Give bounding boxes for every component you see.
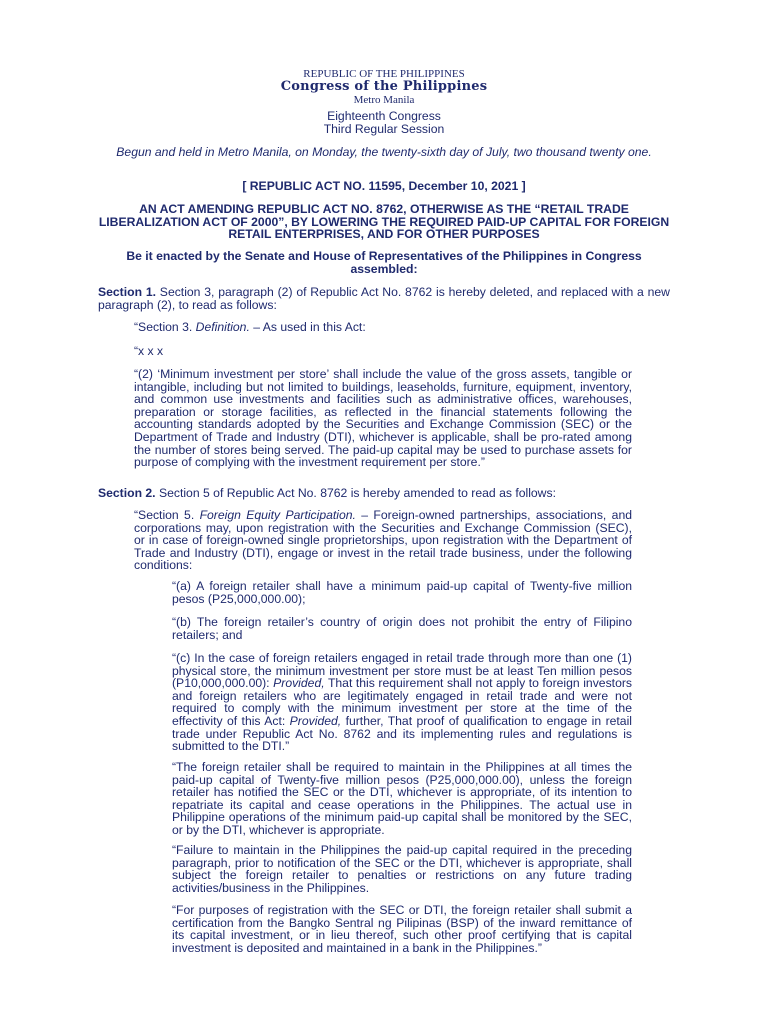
section-1-label: Section 1. xyxy=(98,285,156,299)
enacting-clause: Be it enacted by the Senate and House of Representatives of the Philippines in Congress assembled: xyxy=(126,249,642,276)
section-1-text: Section 3, paragraph (2) of Republic Act No. 8762 is hereby deleted, and replaced with a new paragraph (2), to read as follows: xyxy=(98,285,670,312)
minimum-investment-definition: “(2) ‘Minimum investment per store’ shall include the value of the gross assets, tangible or intangible, including but not limited to buildings, leaseholds, furniture, equipment, inventory, and common use investments and facilities such as administrative offices, warehouses, preparation or storage facilities, as reflected in the financial statements following the accounting standards adopted by the Securities and Exchange Commission (SEC) or the Department of Trade and Industry (DTI), whichever is applicable, shall be pro-rated among the number of stores being served. The paid-up capital may be used to purchase assets for purpose of complying with the investment requirement per store.” xyxy=(134,367,632,470)
section-5-start: “Section 5. xyxy=(134,508,200,522)
condition-c-part-2: That this requirement shall not apply to foreign investors and foreign retailers who are legitimately engaged in retail trade and were not required to comply with the minimum investment per store at the time of the effectivity of this Act: xyxy=(172,676,632,728)
congress-header: Congress of the Philippines xyxy=(280,79,488,94)
provided-term-2: Provided, xyxy=(289,713,342,728)
congress-number: Eighteenth Congress xyxy=(327,109,441,123)
begun-clause: Begun and held in Metro Manila, on Monday, the twenty-sixth day of July, two thousand twenty one. xyxy=(116,145,652,159)
foreign-equity-intro xyxy=(134,509,632,572)
section-3-intro-start: “Section 3. xyxy=(134,320,196,334)
definition-term: Definition. xyxy=(195,320,250,334)
section-2-text: Section 5 of Republic Act No. 8762 is hereby amended to read as follows: xyxy=(155,486,556,500)
section-2-label: Section 2. xyxy=(98,486,156,500)
republic-header: REPUBLIC OF THE PHILIPPINES xyxy=(303,68,465,80)
act-number: [ REPUBLIC ACT NO. 11595, December 10, 2021 ] xyxy=(242,179,526,193)
maintain-capital-paragraph: “The foreign retailer shall be required to maintain in the Philippines at all times the paid-up capital of Twenty-five million pesos (P25,000,000.00), unless the foreign retailer has notified the SEC or the DTI, whichever is appropriate, of its intention to repatriate its capital and cease operations in the Philippines. The actual use in Philippine operations of the minimum paid-up capital shall be monitored by the SEC, or by the DTI, whichever is appropriate. xyxy=(172,760,632,837)
section-3-quote-intro xyxy=(134,321,634,334)
condition-c-part-1: “(c) In the case of foreign retailers engaged in retail trade through more than one (1) physical store, the minimum investment per store must be at least Ten million pesos (P10,000,000.00): xyxy=(172,651,632,691)
city-header: Metro Manila xyxy=(353,94,415,106)
omission-marker: “x x x xyxy=(134,344,164,358)
condition-c xyxy=(172,652,632,753)
foreign-equity-term: Foreign Equity Participation. xyxy=(199,508,356,522)
condition-a: “(a) A foreign retailer shall have a minimum paid-up capital of Twenty-five million pesos (P25,000,000.00); xyxy=(172,579,632,606)
section-2 xyxy=(98,487,670,500)
section-1 xyxy=(98,286,670,311)
act-title: AN ACT AMENDING REPUBLIC ACT NO. 8762, OTHERWISE AS THE “RETAIL TRADE LIBERALIZATION ACT OF 2000”, BY LOWERING THE REQUIRED PAID-UP CAPITAL FOR FOREIGN RETAIL ENTERPRISES, AND FOR OTHER PURPOSES xyxy=(98,202,670,242)
session-label: Third Regular Session xyxy=(323,122,445,136)
condition-c-part-3: further, That proof of qualification to engage in retail trade under Republic Act No. 8762 and its implementing rules and regulations is submitted to the DTI.” xyxy=(172,713,632,754)
failure-to-maintain-paragraph: “Failure to maintain in the Philippines the paid-up capital required in the preceding paragraph, prior to notification of the SEC or the DTI, whichever is appropriate, shall subject the foreign retailer to penalties or restrictions on any future trading activities/business in the Philippines. xyxy=(172,843,632,895)
provided-term: Provided, xyxy=(273,676,325,691)
section-3-intro-end: – As used in this Act: xyxy=(249,320,366,334)
registration-paragraph: “For purposes of registration with the SEC or DTI, the foreign retailer shall submit a certification from the Bangko Sentral ng Pilipinas (BSP) of the inward remittance of its capital investment, or in lieu thereof, such other proof certifying that is capital investment is deposited and maintained in a bank in the Philippines.” xyxy=(172,903,632,955)
section-5-body: – Foreign-owned partnerships, associations, and corporations may, upon registration with the Securities and Exchange Commission (SEC), or in case of foreign-owned single proprietorships, upon registration with the Department of Trade and Industry (DTI), engage or invest in the retail trade business, under the following conditions: xyxy=(134,508,632,573)
condition-b: “(b) The foreign retailer’s country of origin does not prohibit the entry of Filipino retailers; and xyxy=(172,615,632,642)
